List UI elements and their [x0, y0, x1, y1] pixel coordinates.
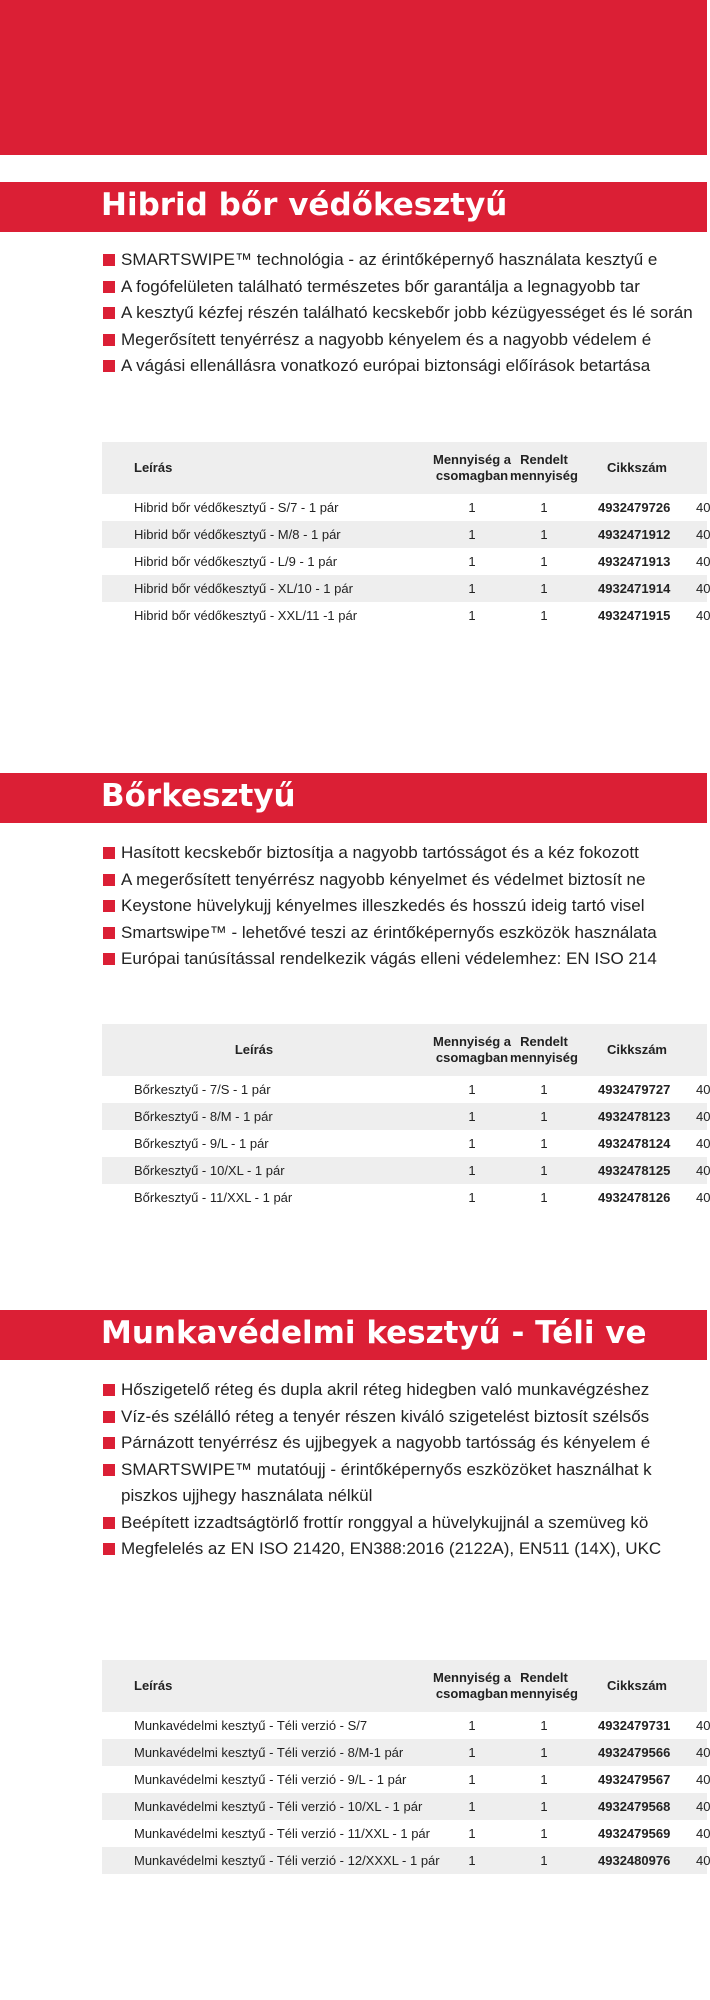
table-row [102, 1820, 710, 1847]
table-row [102, 602, 710, 629]
list-item: Megerősített tenyérrész a nagyobb kényelem és a nagyobb védelem é [103, 327, 707, 354]
table-row [102, 548, 710, 575]
cell-description: Hibrid bőr védőkesztyű - XL/10 - 1 pár [134, 581, 353, 596]
cell-article-number: 4932479569 [598, 1826, 671, 1841]
cell-ordered-quantity: 1 [540, 1136, 548, 1151]
cell-pack-quantity: 1 [468, 554, 476, 569]
cell-ean: 40 [696, 1799, 710, 1814]
table-row [102, 521, 710, 548]
cell-ordered-quantity: 1 [540, 1745, 548, 1760]
bullet-square-icon [103, 360, 115, 372]
cell-ean: 40 [696, 581, 710, 596]
cell-ordered-quantity: 1 [540, 1082, 548, 1097]
cell-description: Munkavédelmi kesztyű - Téli verzió - S/7 [134, 1718, 368, 1733]
header-description: Leírás [234, 1042, 274, 1057]
cell-ean: 40 [696, 554, 710, 569]
table-row [102, 575, 710, 602]
cell-ordered-quantity: 1 [540, 1163, 548, 1178]
header-description: Leírás [134, 1678, 173, 1693]
table-row [102, 1130, 710, 1157]
bullet-square-icon [103, 927, 115, 939]
cell-ean: 40 [696, 1163, 710, 1178]
cell-ordered-quantity: 1 [540, 1853, 548, 1868]
bullet-square-icon [103, 874, 115, 886]
cell-ean: 40 [696, 1109, 710, 1124]
table-header [102, 1024, 707, 1076]
bullet-square-icon [103, 254, 115, 266]
list-item: Hőszigetelő réteg és dupla akril réteg hidegben való munkavégzéshez [103, 1377, 707, 1404]
list-item: A fogófelületen található természetes bőr garantálja a legnagyobb tar [103, 274, 707, 301]
cell-ean: 40 [696, 500, 710, 515]
bullet-square-icon [103, 281, 115, 293]
cell-article-number: 4932478126 [598, 1190, 671, 1205]
header-pack-quantity: Mennyiség a csomagban [432, 1034, 512, 1065]
cell-ordered-quantity: 1 [540, 1826, 548, 1841]
bullet-square-icon [103, 1384, 115, 1396]
cell-description: Bőrkesztyű - 7/S - 1 pár [134, 1082, 271, 1097]
feature-list [103, 1377, 707, 1563]
feature-list [103, 247, 707, 380]
cell-article-number: 4932480976 [598, 1853, 671, 1868]
cell-pack-quantity: 1 [468, 1082, 476, 1097]
cell-description: Hibrid bőr védőkesztyű - XXL/11 -1 pár [134, 608, 358, 623]
header-band [0, 0, 707, 155]
bullet-square-icon [103, 953, 115, 965]
list-item: Víz-és szélálló réteg a tenyér részen kiváló szigetelést biztosít szélsős [103, 1404, 707, 1431]
list-item: Megfelelés az EN ISO 21420, EN388:2016 (2122A), EN511 (14X), UKC [103, 1536, 707, 1563]
cell-pack-quantity: 1 [468, 500, 476, 515]
list-item: Hasított kecskebőr biztosítja a nagyobb tartósságot és a kéz fokozott [103, 840, 707, 867]
header-article-number: Cikkszám [607, 460, 667, 475]
section-title-bar [0, 773, 707, 823]
cell-description: Munkavédelmi kesztyű - Téli verzió - 12/XXXL - 1 pár [134, 1853, 440, 1868]
list-item: SMARTSWIPE™ technológia - az érintőképernyő használata kesztyű e [103, 247, 707, 274]
cell-pack-quantity: 1 [468, 1745, 476, 1760]
list-item: A kesztyű kézfej részén található kecskebőr jobb kézügyességet és lé során [103, 300, 707, 327]
list-item: A vágási ellenállásra vonatkozó európai biztonsági előírások betartása [103, 353, 707, 380]
cell-pack-quantity: 1 [468, 527, 476, 542]
header-article-number: Cikkszám [607, 1042, 667, 1057]
table-row [102, 1076, 710, 1103]
cell-ordered-quantity: 1 [540, 581, 548, 596]
cell-article-number: 4932478124 [598, 1136, 671, 1151]
cell-ean: 40 [696, 1772, 710, 1787]
cell-pack-quantity: 1 [468, 1853, 476, 1868]
table-row [102, 1847, 710, 1874]
cell-article-number: 4932479567 [598, 1772, 671, 1787]
cell-ordered-quantity: 1 [540, 1772, 548, 1787]
cell-ean: 40 [696, 1853, 710, 1868]
list-item: SMARTSWIPE™ mutatóujj - érintőképernyős eszközöket használhat k piszkos ujjhegy használata nélkül [103, 1457, 707, 1510]
bullet-square-icon [103, 1517, 115, 1529]
cell-description: Hibrid bőr védőkesztyű - L/9 - 1 pár [134, 554, 338, 569]
section-title: Hibrid bőr védőkesztyű [101, 187, 508, 223]
table-row [102, 1712, 710, 1739]
cell-pack-quantity: 1 [468, 1163, 476, 1178]
list-item: Beépített izzadtságtörlő frottír ronggyal a hüvelykujjnál a szemüveg kö [103, 1510, 707, 1537]
cell-pack-quantity: 1 [468, 1799, 476, 1814]
cell-description: Munkavédelmi kesztyű - Téli verzió - 11/XXL - 1 pár [134, 1826, 430, 1841]
table-header [102, 1660, 707, 1712]
feature-list [103, 840, 707, 973]
table-row [102, 1103, 710, 1130]
cell-description: Hibrid bőr védőkesztyű - S/7 - 1 pár [134, 500, 339, 515]
cell-pack-quantity: 1 [468, 1718, 476, 1733]
list-item: Párnázott tenyérrész és ujjbegyek a nagyobb tartósság és kényelem é [103, 1430, 707, 1457]
table-row [102, 1793, 710, 1820]
section-title: Bőrkesztyű [101, 778, 296, 814]
cell-article-number: 4932479726 [598, 500, 671, 515]
section-title-bar [0, 1310, 707, 1360]
list-item: A megerősített tenyérrész nagyobb kényelmet és védelmet biztosít ne [103, 867, 707, 894]
cell-pack-quantity: 1 [468, 1109, 476, 1124]
cell-article-number: 4932478125 [598, 1163, 671, 1178]
cell-description: Hibrid bőr védőkesztyű - M/8 - 1 pár [134, 527, 341, 542]
cell-article-number: 4932471912 [598, 527, 671, 542]
cell-description: Bőrkesztyű - 9/L - 1 pár [134, 1136, 269, 1151]
table-row [102, 1184, 710, 1211]
cell-ean: 40 [696, 1745, 710, 1760]
cell-pack-quantity: 1 [468, 1826, 476, 1841]
cell-ordered-quantity: 1 [540, 1190, 548, 1205]
header-ordered-quantity: Rendelt mennyiség [510, 1670, 578, 1701]
bullet-square-icon [103, 1411, 115, 1423]
cell-article-number: 4932471915 [598, 608, 671, 623]
cell-ean: 40 [696, 1718, 710, 1733]
header-article-number: Cikkszám [607, 1678, 667, 1693]
bullet-square-icon [103, 334, 115, 346]
cell-ean: 40 [696, 1136, 710, 1151]
table-row [102, 1739, 710, 1766]
cell-description: Bőrkesztyű - 11/XXL - 1 pár [134, 1190, 293, 1205]
cell-ean: 40 [696, 1190, 710, 1205]
cell-ordered-quantity: 1 [540, 554, 548, 569]
cell-ordered-quantity: 1 [540, 527, 548, 542]
cell-description: Munkavédelmi kesztyű - Téli verzió - 9/L - 1 pár [134, 1772, 407, 1787]
table-header [102, 442, 707, 494]
list-item: Keystone hüvelykujj kényelmes illeszkedés és hosszú ideig tartó visel [103, 893, 707, 920]
cell-pack-quantity: 1 [468, 1190, 476, 1205]
header-pack-quantity: Mennyiség a csomagban [432, 1670, 512, 1701]
section-title: Munkavédelmi kesztyű - Téli ve [101, 1315, 647, 1351]
table-row [102, 494, 710, 521]
cell-ean: 40 [696, 1082, 710, 1097]
product-table [102, 442, 710, 629]
cell-article-number: 4932479731 [598, 1718, 671, 1733]
cell-ordered-quantity: 1 [540, 1799, 548, 1814]
bullet-square-icon [103, 1437, 115, 1449]
bullet-square-icon [103, 847, 115, 859]
list-item: Smartswipe™ - lehetővé teszi az érintőképernyős eszközök használata [103, 920, 707, 947]
list-item: Európai tanúsítással rendelkezik vágás elleni védelemhez: EN ISO 214 [103, 946, 707, 973]
cell-ean: 40 [696, 608, 710, 623]
cell-pack-quantity: 1 [468, 581, 476, 596]
cell-article-number: 4932479568 [598, 1799, 671, 1814]
cell-article-number: 4932471914 [598, 581, 671, 596]
section-title-bar [0, 182, 707, 232]
table-row [102, 1766, 710, 1793]
bullet-square-icon [103, 307, 115, 319]
header-description: Leírás [134, 460, 173, 475]
cell-article-number: 4932479727 [598, 1082, 671, 1097]
cell-ordered-quantity: 1 [540, 608, 548, 623]
bullet-square-icon [103, 1464, 115, 1476]
cell-pack-quantity: 1 [468, 1772, 476, 1787]
cell-ordered-quantity: 1 [540, 500, 548, 515]
bullet-square-icon [103, 1543, 115, 1555]
bullet-square-icon [103, 900, 115, 912]
product-table [102, 1024, 710, 1211]
cell-ean: 40 [696, 527, 710, 542]
product-table [102, 1660, 710, 1874]
header-ordered-quantity: Rendelt mennyiség [510, 1034, 578, 1065]
header-pack-quantity: Mennyiség a csomagban [432, 452, 512, 483]
cell-description: Munkavédelmi kesztyű - Téli verzió - 10/XL - 1 pár [134, 1799, 423, 1814]
table-row [102, 1157, 710, 1184]
header-ordered-quantity: Rendelt mennyiség [510, 452, 578, 483]
cell-ean: 40 [696, 1826, 710, 1841]
cell-article-number: 4932471913 [598, 554, 671, 569]
cell-ordered-quantity: 1 [540, 1109, 548, 1124]
cell-description: Munkavédelmi kesztyű - Téli verzió - 8/M-1 pár [134, 1745, 404, 1760]
cell-description: Bőrkesztyű - 10/XL - 1 pár [134, 1163, 285, 1178]
cell-ordered-quantity: 1 [540, 1718, 548, 1733]
cell-article-number: 4932479566 [598, 1745, 671, 1760]
cell-pack-quantity: 1 [468, 608, 476, 623]
cell-pack-quantity: 1 [468, 1136, 476, 1151]
cell-description: Bőrkesztyű - 8/M - 1 pár [134, 1109, 273, 1124]
cell-article-number: 4932478123 [598, 1109, 671, 1124]
